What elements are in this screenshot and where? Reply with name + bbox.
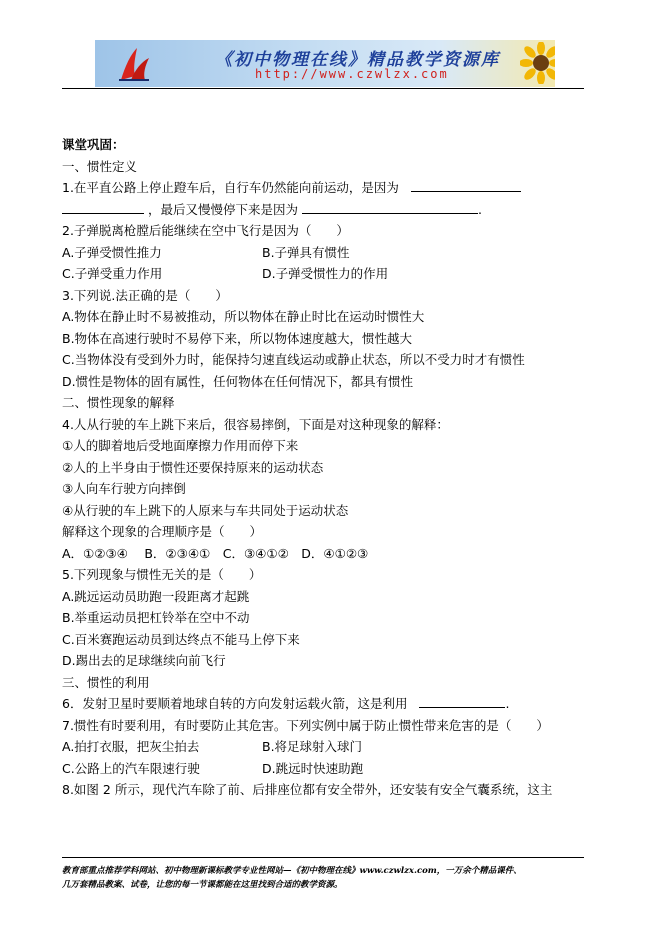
q7-stem: 7.惯性有时要利用，有时要防止其危害。下列实例中属于防止惯性带来危害的是（ ） [62, 717, 549, 733]
q2-stem: 2.子弹脱离枪膛后能继续在空中飞行是因为（ ） [62, 223, 349, 238]
q1-blank-3[interactable] [302, 199, 478, 214]
document-body [62, 134, 592, 801]
q1-text-b: ，最后又慢慢停下来是因为 [147, 201, 298, 217]
footer-line-1: 教育部重点推荐学科网站、初中物理新课标教学专业性网站—《初中物理在线》www.czwlzx.com，一万余个精品课件、 [62, 866, 522, 876]
q4-statement-4: ④从行驶的车上跳下的人原来与车共同处于运动状态 [62, 502, 349, 518]
q4-statement-1: ①人的脚着地后受地面摩擦力作用而停下来 [62, 438, 299, 453]
banner-title: 《初中物理在线》精品教学资源库 [215, 50, 500, 70]
q3-option-a: A.物体在静止时不易被推动，所以物体在静止时比在运动时惯性大 [62, 309, 425, 324]
q7-option-a: A.拍打衣服，把灰尘拍去 [62, 739, 200, 754]
section-title: 课堂巩固： [62, 137, 125, 152]
q4-ask: 解释这个现象的合理顺序是（ ） [62, 524, 263, 539]
q2-options-row2 [62, 263, 592, 285]
heading-explanation: 二、惯性现象的解释 [62, 395, 175, 410]
heading-application: 三、惯性的利用 [62, 674, 150, 690]
q2-option-b: B.子弹具有惯性 [262, 244, 350, 260]
footer-line-2: 几万套精品教案、试卷，让您的每一节课都能在这里找到合适的教学资源。 [62, 880, 343, 890]
q2-options-row1 [62, 242, 592, 264]
q3-option-c: C.当物体没有受到外力时，能保持匀速直线运动或静止状态，所以不受力时才有惯性 [62, 352, 525, 367]
footer-rule [62, 857, 584, 858]
q2-option-c: C.子弹受重力作用 [62, 266, 163, 281]
q6-text: 6．发射卫星时要顺着地球自转的方向发射运载火箭，这是利用 [62, 696, 408, 711]
q1-line2 [62, 199, 592, 221]
q5-option-b: B.举重运动员把杠铃举在空中不动 [62, 610, 250, 625]
q4-options: A．①②③④ B．②③④① C．③④①② D．④①②③ [62, 545, 369, 561]
q7-options-row1 [62, 736, 592, 758]
q6-end: . [505, 696, 510, 711]
q1-blank-2[interactable] [62, 199, 144, 214]
logo-icon [117, 46, 151, 82]
header-rule [62, 88, 584, 89]
q7-option-d: D.跳远时快速助跑 [262, 760, 364, 776]
q1-line1 [62, 177, 592, 199]
q6-line [62, 693, 592, 715]
q7-option-c: C.公路上的汽车限速行驶 [62, 760, 200, 776]
q7-option-b: B.将足球射入球门 [262, 739, 363, 754]
q5-stem: 5.下列现象与惯性无关的是（ ） [62, 567, 262, 582]
q3-option-d: D.惯性是物体的固有属性，任何物体在任何情况下，都具有惯性 [62, 373, 414, 389]
q7-options-row2 [62, 758, 592, 780]
q1-blank-1[interactable] [411, 177, 521, 192]
sunflower-icon [520, 42, 555, 84]
q1-end: . [477, 201, 482, 217]
q8-stem: 8.如图 2 所示，现代汽车除了前、后排座位都有安全带外，还安装有安全气囊系统，这主 [62, 782, 553, 797]
q4-statement-2: ②人的上半身由于惯性还要保持原来的运动状态 [62, 459, 324, 475]
q4-stem: 4.人从行驶的车上跳下来后，很容易摔倒，下面是对这种现象的解释： [62, 416, 449, 432]
q5-option-c: C.百米赛跑运动员到达终点不能马上停下来 [62, 631, 300, 647]
q3-option-b: B.物体在高速行驶时不易停下来，所以物体速度越大，惯性越大 [62, 330, 413, 346]
q3-stem: 3.下列说.法正确的是（ ） [62, 287, 228, 303]
q1-text-a: 1.在平直公路上停止蹬车后，自行车仍然能向前运动，是因为 [62, 180, 399, 195]
q4-statement-3: ③人向车行驶方向摔倒 [62, 481, 186, 496]
q2-option-d: D.子弹受惯性力的作用 [262, 266, 389, 281]
banner-url[interactable]: http://www.czwlzx.com [255, 67, 449, 81]
heading-definition: 一、惯性定义 [62, 158, 138, 174]
q5-option-a: A.跳远运动员助跑一段距离才起跳 [62, 588, 250, 604]
header-banner [95, 40, 555, 87]
q5-option-d: D.踢出去的足球继续向前飞行 [62, 653, 226, 668]
q2-option-a: A.子弹受惯性推力 [62, 244, 162, 260]
q6-blank[interactable] [419, 693, 505, 708]
footer [62, 864, 602, 892]
